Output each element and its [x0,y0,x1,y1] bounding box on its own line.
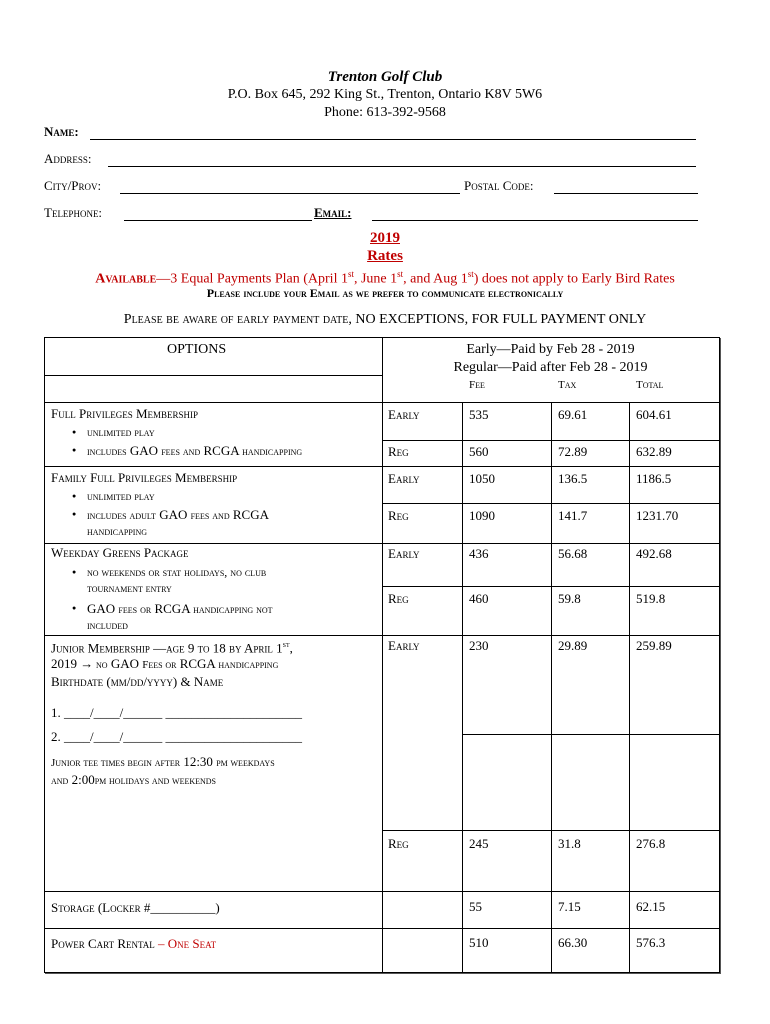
junior-early-tax: 29.89 [558,638,588,653]
rates-heading: Rates [367,248,403,264]
postal-field[interactable] [554,193,698,194]
full-early-fee: 535 [469,407,489,422]
row-divider [45,466,719,467]
email-field[interactable] [372,220,698,221]
junior-entry-1[interactable]: 1. ____/____/______ _____________________ [51,705,302,720]
telephone-label: Telephone: [44,205,103,220]
row-divider [45,402,719,403]
family-bullet-unlimited: ● unlimited play [87,488,155,505]
weekday-early-total: 492.68 [636,546,672,561]
club-name: Trenton Golf Club [327,69,443,85]
weekday-reg-label: Reg [388,591,409,606]
col-divider [382,338,383,972]
family-early-fee: 1050 [469,471,495,486]
col-divider [462,402,463,972]
email-label: Email: [314,205,352,220]
postal-label: Postal Code: [464,178,534,193]
tax-header: Tax [558,379,577,391]
weekday-reg-fee: 460 [469,591,489,606]
rates-table [44,337,720,973]
club-address: P.O. Box 645, 292 King St., Trenton, Ontario K8V 5W6 [227,87,543,102]
full-early-tax: 69.61 [558,407,588,422]
address-field[interactable] [108,166,696,167]
weekday-bullet-included: included [87,620,128,632]
full-bullet-unlimited: ● unlimited play [87,424,155,441]
row-divider [382,440,719,441]
power-cart-tax: 66.30 [558,935,588,950]
payment-date-notice: Please be aware of early payment date, NO EXCEPTIONS, FOR FULL PAYMENT ONLY [123,312,647,327]
full-reg-label: Reg [388,444,409,459]
weekday-early-tax: 56.68 [558,546,588,561]
junior-membership-title: Junior Membership —age 9 to 18 by April 1st, [51,640,293,656]
row-divider [45,891,719,892]
family-bullet-gao-rcga: ● includes adult GAO fees and RCGA [87,506,269,524]
weekday-early-label: Early [388,546,420,561]
payment-plan-notice: Available—3 Equal Payments Plan (April 1st, June 1st, and Aug 1st) does not apply to Early Bird Rates [95,269,675,287]
full-reg-total: 632.89 [636,444,672,459]
early-header: Early—Paid by Feb 28 - 2019 [466,342,635,357]
power-cart-label: Power Cart Rental – One Seat [51,936,217,951]
fee-header: Fee [469,379,485,391]
junior-birthdate-label: Birthdate (mm/dd/yyyy) & Name [51,674,224,689]
junior-early-fee: 230 [469,638,489,653]
club-phone: Phone: 613-392-9568 [324,105,446,120]
row-divider [382,503,719,504]
row-divider [462,734,719,735]
weekday-bullet-gao-rcga: ● GAO fees or RCGA handicapping not [87,600,273,618]
junior-reg-label: Reg [388,836,409,851]
family-membership-title: Family Full Privileges Membership [51,470,238,485]
junior-early-label: Early [388,638,420,653]
row-divider [45,375,382,376]
junior-reg-total: 276.8 [636,836,666,851]
storage-fee: 55 [469,899,482,914]
city-field[interactable] [120,193,460,194]
junior-early-total: 259.89 [636,638,672,653]
family-reg-total: 1231.70 [636,508,679,523]
junior-reg-tax: 31.8 [558,836,581,851]
weekday-bullet-tournament: tournament entry [87,583,172,595]
phone-email-row [44,205,698,223]
city-postal-row [44,178,698,196]
weekday-package-title: Weekday Greens Package [51,545,189,560]
power-cart-total: 576.3 [636,935,666,950]
address-label: Address: [44,151,92,166]
row-divider [382,586,719,587]
junior-tee-times-line-2: and 2:00pm holidays and weekends [51,772,217,787]
power-cart-fee: 510 [469,935,489,950]
weekday-reg-total: 519.8 [636,591,666,606]
name-label: Name: [44,124,79,139]
full-early-label: Early [388,407,420,422]
family-early-total: 1186.5 [636,471,672,486]
options-header: OPTIONS [167,342,227,357]
arrow-right-icon: → [80,656,94,671]
full-membership-title: Full Privileges Membership [51,406,199,421]
full-reg-fee: 560 [469,444,489,459]
row-divider [45,928,719,929]
junior-no-gao-note: 2019 → no GAO Fees or RCGA handicapping [51,656,279,671]
junior-reg-fee: 245 [469,836,489,851]
full-reg-tax: 72.89 [558,444,588,459]
address-row [44,151,698,169]
family-reg-fee: 1090 [469,508,495,523]
weekday-bullet-no-weekends: ● no weekends or stat holidays, no club [87,564,266,581]
name-row [44,124,698,142]
full-early-total: 604.61 [636,407,672,422]
storage-tax: 7.15 [558,899,581,914]
club-header [0,68,770,122]
family-early-label: Early [388,471,420,486]
total-header: Total [636,379,664,391]
storage-locker-label[interactable]: Storage (Locker #__________) [51,900,220,915]
rates-year: 2019 [370,230,400,246]
city-label: City/Prov: [44,178,102,193]
junior-tee-times-line-1: Junior tee times begin after 12:30 pm weekdays [51,754,275,769]
weekday-early-fee: 436 [469,546,489,561]
col-divider [629,402,630,972]
col-divider [551,402,552,972]
regular-header: Regular—Paid after Feb 28 - 2019 [453,360,648,375]
full-bullet-gao-rcga: ● includes GAO fees and RCGA handicapping [87,442,302,460]
telephone-field[interactable] [124,220,312,221]
family-reg-tax: 141.7 [558,508,588,523]
name-field[interactable] [90,139,696,140]
family-early-tax: 136.5 [558,471,588,486]
storage-total: 62.15 [636,899,666,914]
junior-entry-2[interactable]: 2. ____/____/______ _____________________ [51,729,302,744]
weekday-reg-tax: 59.8 [558,591,581,606]
email-notice: Please include your Email as we prefer to communicate electronically [206,286,564,300]
family-bullet-handicapping: handicapping [87,526,148,538]
row-divider [382,830,719,831]
family-reg-label: Reg [388,508,409,523]
